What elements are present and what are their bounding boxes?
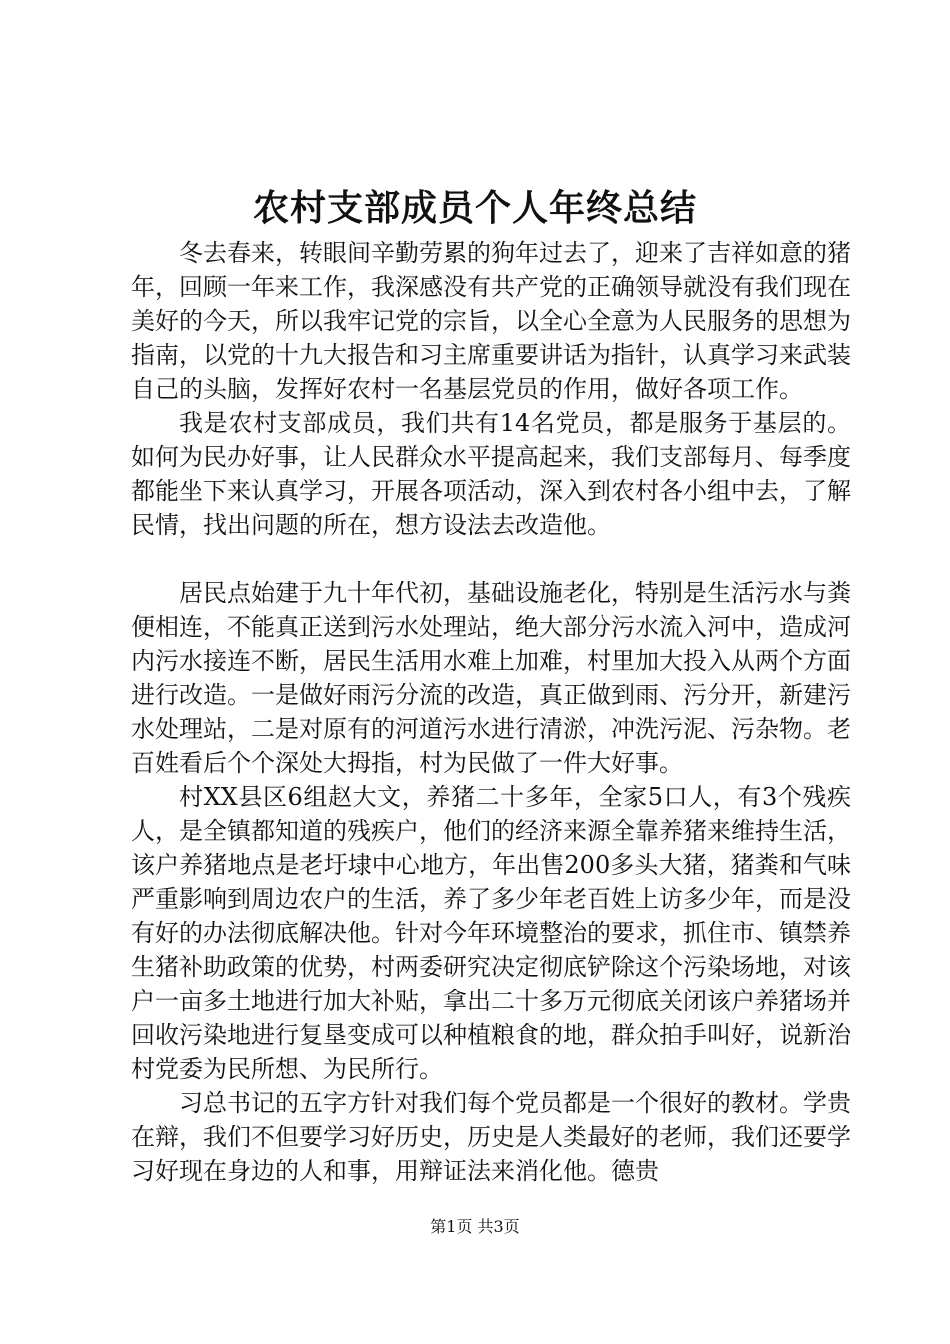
page-footer: 第1页 共3页 (430, 1217, 520, 1236)
paragraph-2: 我是农村支部成员，我们共有14名党员，都是服务于基层的。如何为民办好事，让人民群众水平提高起来，我们支部每月、每季度都能坐下来认真学习，开展各项活动，深入到农村各小组中去，了解民情，找出问题的所在，想方设法去改造他。 (131, 409, 851, 539)
paragraph-1: 冬去春来，转眼间辛勤劳累的狗年过去了，迎来了吉祥如意的猪年，回顾一年来工作，我深感没有共产党的正确领导就没有我们现在美好的今天，所以我牢记党的宗旨，以全心全意为人民服务的思想为指南，以党的十九大报告和习主席重要讲话为指针，认真学习来武装自己的头脑，发挥好农村一名基层党员的作用，做好各项工作。 (131, 239, 851, 403)
document-body (131, 236, 851, 1188)
paragraph-3: 居民点始建于九十年代初，基础设施老化，特别是生活污水与粪便相连，不能真正送到污水处理站，绝大部分污水流入河中，造成河内污水接连不断，居民生活用水难上加难，村里加大投入从两个方面进行改造。一是做好雨污分流的改造，真正做到雨、污分开，新建污水处理站，二是对原有的河道污水进行清淤，冲洗污泥、污杂物。老百姓看后个个深处大拇指，村为民做了一件大好事。 (131, 579, 851, 777)
paragraph-5: 习总书记的五字方针对我们每个党员都是一个很好的教材。学贵在辩，我们不但要学习好历史，历史是人类最好的老师，我们还要学习好现在身边的人和事，用辩证法来消化他。德贵 (131, 1089, 851, 1185)
document-title: 农村支部成员个人年终总结 (252, 187, 697, 229)
paragraph-4: 村XX县区6组赵大文，养猪二十多年，全家5口人，有3个残疾人，是全镇都知道的残疾户，他们的经济来源全靠养猪来维持生活，该户养猪地点是老圩埭中心地方，年出售200多头大猪，猪粪和气味严重影响到周边农户的生活，养了多少年老百姓上访多少年，而是没有好的办法彻底解决他。针对今年环境整治的要求，抓住市、镇禁养生猪补助政策的优势，村两委研究决定彻底铲除这个污染场地，对该户一亩多土地进行加大补贴，拿出二十多万元彻底关闭该户养猪场并回收污染地进行复垦变成可以种植粮食的地，群众拍手叫好，说新治村党委为民所想、为民所行。 (131, 783, 851, 1083)
